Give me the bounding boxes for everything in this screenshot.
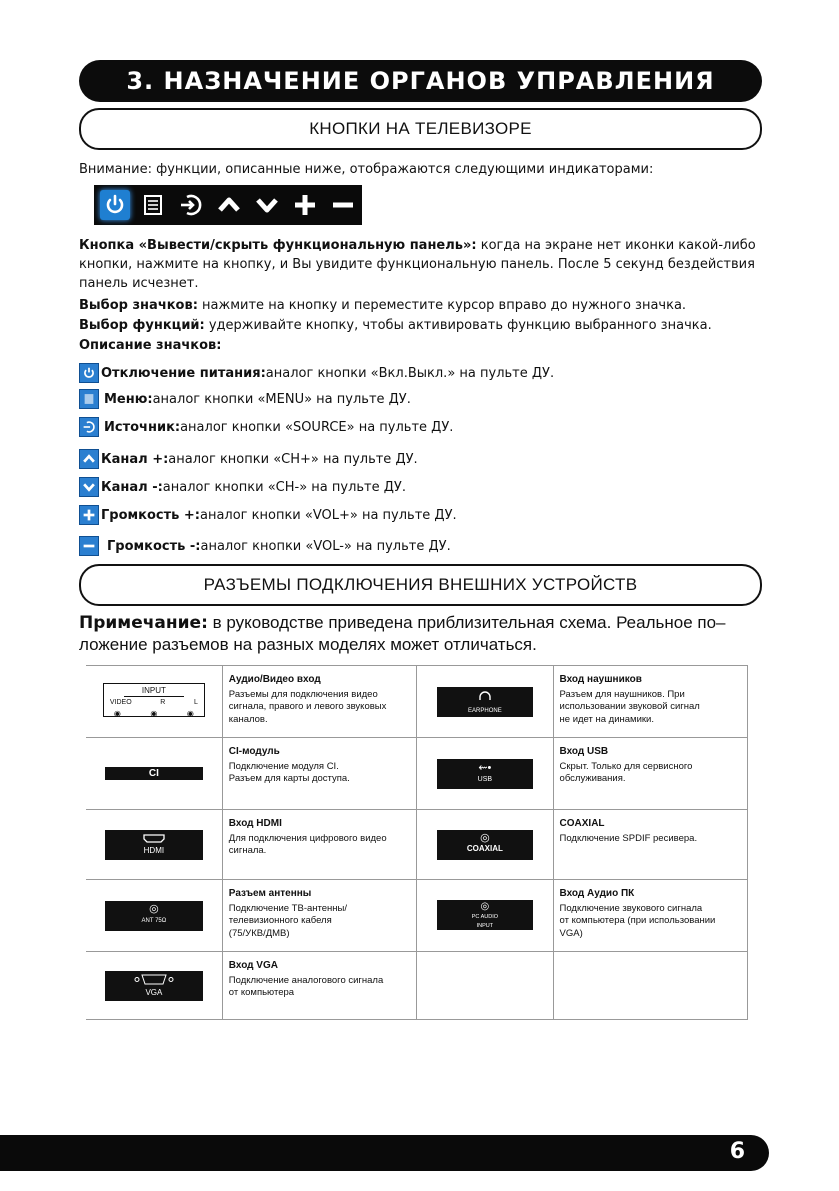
para1-line2: кнопки, нажмите на кнопку, и Вы увидите функциональную панель. После 5 секунд бездействия (79, 257, 755, 272)
paragraph-panel (79, 236, 779, 293)
chevron-up-icon (214, 190, 244, 220)
hdmi-image: HDMI (86, 810, 222, 880)
para2-bold: Выбор значков: (79, 298, 198, 313)
subsection-title-buttons: КНОПКИ НА ТЕЛЕВИЗОРЕ (79, 108, 762, 150)
av-input-desc: Аудио/Видео вход Разъемы для подключения видео сигнала, правого и левого звуковых каналов. (222, 666, 416, 738)
av-input-image: INPUT VIDEO R L ◉ ◉ ◉ (86, 666, 222, 738)
table-row (86, 810, 748, 880)
antenna-desc: Разъем антенны Подключение ТВ-антенны/ телевизионного кабеля (75/УКВ/ДМВ) (222, 880, 416, 952)
power-icon (79, 363, 99, 383)
icon-desc-menu: Меню: аналог кнопки «MENU» на пульте ДУ. (79, 388, 411, 410)
table-row (86, 880, 748, 952)
power-icon (100, 190, 130, 220)
headphones-icon (478, 690, 492, 702)
earphone-desc: Вход наушников Разъем для наушников. При использовании звуковой сигнал не идет на динамики. (553, 666, 747, 738)
plus-icon (290, 190, 320, 220)
empty-cell (417, 952, 553, 1020)
para1-line3: панель исчезнет. (79, 276, 199, 291)
vga-image: VGA (86, 952, 222, 1020)
usb-image: ⇜• USB (417, 738, 553, 810)
pc-audio-port-icon: ◎ (480, 900, 490, 912)
para3-bold: Выбор функций: (79, 318, 205, 333)
table-row (86, 952, 748, 1020)
coaxial-image: ◎ COAXIAL (417, 810, 553, 880)
vga-port-icon (134, 974, 174, 985)
para1-bold: Кнопка «Вывести/скрыть функциональную панель»: (79, 238, 477, 253)
chevron-up-icon (79, 449, 99, 469)
hdmi-port-icon (143, 834, 165, 843)
table-row (86, 666, 748, 738)
connectors-table (86, 665, 748, 1020)
paragraph-select-icons (79, 296, 686, 315)
para3-text: удерживайте кнопку, чтобы активировать функцию выбранного значка. (204, 318, 712, 333)
minus-icon (328, 190, 358, 220)
section-header: 3. НАЗНАЧЕНИЕ ОРГАНОВ УПРАВЛЕНИЯ (79, 60, 762, 102)
antenna-image: ◎ ANT 75Ω (86, 880, 222, 952)
paragraph-select-functions (79, 316, 712, 335)
coaxial-port-icon: ◎ (480, 831, 490, 844)
page-number: 6 (729, 1139, 745, 1164)
earphone-image: EARPHONE (417, 666, 553, 738)
page-footer (0, 1135, 769, 1171)
source-icon (79, 417, 99, 437)
icon-desc-channel-up: Канал +: аналог кнопки «CH+» на пульте ДУ. (79, 448, 418, 470)
icon-desc-volume-down: Громкость -: аналог кнопки «VOL-» на пульте ДУ. (79, 535, 451, 557)
usb-icon: ⇜• (478, 761, 492, 774)
ci-desc: CI-модуль Подключение модуля CI. Разъем для карты доступа. (222, 738, 416, 810)
minus-icon (79, 536, 99, 556)
chevron-down-icon (252, 190, 282, 220)
para1-line1: когда на экране нет иконки какой-либо (476, 238, 756, 253)
source-icon (176, 190, 206, 220)
chevron-down-icon (79, 477, 99, 497)
pc-audio-image: ◎ PC AUDIO INPUT (417, 880, 553, 952)
pc-audio-desc: Вход Аудио ПК Подключение звукового сигнала от компьютера (при использовании VGA) (553, 880, 747, 952)
vga-desc: Вход VGA Подключение аналогового сигнала от компьютера (222, 952, 416, 1020)
table-row (86, 738, 748, 810)
indicator-icon-strip (94, 185, 362, 225)
icon-desc-volume-up: Громкость +: аналог кнопки «VOL+» на пульте ДУ. (79, 504, 457, 526)
attention-text: Внимание: функции, описанные ниже, отображаются следующими индикаторами: (79, 162, 654, 177)
para2-text: нажмите на кнопку и переместите курсор вправо до нужного значка. (197, 298, 687, 313)
icon-desc-power: Отключение питания: аналог кнопки «Вкл.Выкл.» на пульте ДУ. (79, 362, 554, 384)
hdmi-desc: Вход HDMI Для подключения цифрового видео сигнала. (222, 810, 416, 880)
empty-cell (553, 952, 747, 1020)
plus-icon (79, 505, 99, 525)
antenna-port-icon: ◎ (149, 902, 159, 915)
ci-image: CI (86, 738, 222, 810)
subsection-title-connectors: РАЗЪЕМЫ ПОДКЛЮЧЕНИЯ ВНЕШНИХ УСТРОЙСТВ (79, 564, 762, 606)
icon-desc-channel-down: Канал -: аналог кнопки «CH-» на пульте ДУ. (79, 476, 406, 498)
usb-desc: Вход USB Скрыт. Только для сервисного обслуживания. (553, 738, 747, 810)
menu-icon (79, 389, 99, 409)
icons-heading: Описание значков: (79, 338, 222, 353)
coaxial-desc: COAXIAL Подключение SPDIF ресивера. (553, 810, 747, 880)
note-paragraph: Примечание: в руководстве приведена приблизительная схема. Реальное по– ложение разъемов на разных моделях может отличаться. (79, 613, 726, 654)
menu-icon (138, 190, 168, 220)
icon-desc-source: Источник: аналог кнопки «SOURCE» на пульте ДУ. (79, 416, 453, 438)
